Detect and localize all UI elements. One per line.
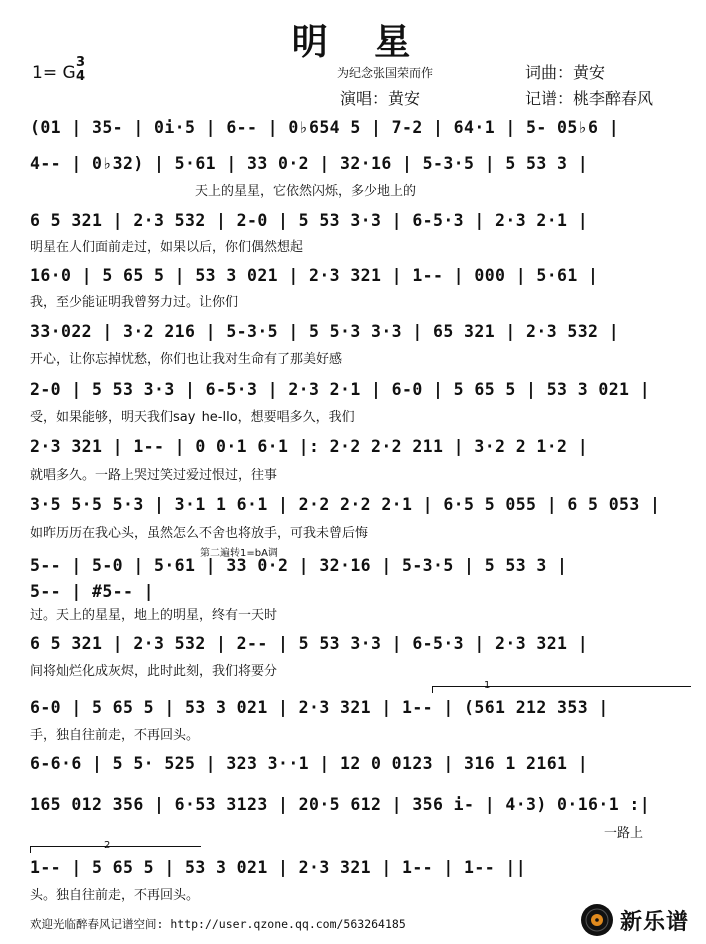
music-disc-icon (580, 903, 614, 937)
lyrics-line-4: 我，至少能证明我曾努力过。让你们 (30, 295, 239, 310)
notation-line-9b: 5-- | #5-- | (30, 582, 155, 601)
footer-url: 欢迎光临醉春风记谱空间: http://user.qzone.qq.com/563264185 (30, 917, 406, 931)
notation-line-12: 6-6·6 | 5 5· 525 | 323 3··1 | 12 0 0123 | 316 1 2161 | (30, 754, 589, 773)
notation-line-3: 6 5 321 | 2·3 532 | 2-0 | 5 53 3·3 | 6-5·3 | 2·3 2·1 | (30, 211, 589, 230)
logo-text: 新乐谱 (620, 909, 690, 935)
singer: 演唱：黄安 (340, 89, 421, 108)
site-logo (580, 902, 692, 938)
lyrics-line-7: 就唱多久。一路上哭过笑过爱过恨过，往事 (30, 468, 278, 483)
notation-line-9: 5-- | 5-0 | 5·61 | 33 0·2 | 32·16 | 5-3·5 | 5 53 3 | (30, 556, 568, 575)
notation-line-10: 6 5 321 | 2·3 532 | 2-- | 5 53 3·3 | 6-5·3 | 2·3 321 | (30, 634, 589, 653)
dedication: 为纪念张国荣而作 (337, 66, 434, 80)
meter-top: 3 (76, 55, 86, 70)
notation-line-13: 165 012 356 | 6·53 3123 | 20·5 612 | 356 i- | 4·3) 0·16·1 :| (30, 795, 651, 814)
time-signature (76, 56, 85, 84)
volta-bracket-2 (30, 846, 201, 853)
notation-line-7: 2·3 321 | 1-- | 0 0·1 6·1 |: 2·2 2·2 211 | 3·2 2 1·2 | (30, 437, 589, 456)
lyrics-line-3: 明星在人们面前走过，如果以后，你们偶然想起 (30, 240, 304, 255)
volta-2-label: 2 (104, 840, 111, 851)
lyrics-line-11: 手，独自往前走，不再回头。 (30, 728, 200, 743)
notation-line-11: 6-0 | 5 65 5 | 53 3 021 | 2·3 321 | 1-- | (561 212 353 | (30, 698, 609, 717)
notation-line-2: 4-- | 0♭32) | 5·61 | 33 0·2 | 32·16 | 5-3·5 | 5 53 3 | (30, 154, 589, 173)
lyrics-line-2: 天上的星星，它依然闪烁，多少地上的 (195, 184, 417, 199)
lyrics-line-10: 间将灿烂化成灰烬，此时此刻，我们将要分 (30, 664, 278, 679)
lyrics-line-6: 受，如果能够，明天我们say he-llo，想要唱多久，我们 (30, 410, 355, 425)
notation-line-1: (01 | 35- | 0i·5 | 6-- | 0♭654 5 | 7-2 | 64·1 | 5- 05♭6 | (30, 118, 620, 137)
key-signature: 1= G (32, 63, 76, 83)
notation-line-4: 16·0 | 5 65 5 | 53 3 021 | 2·3 321 | 1-- | 000 | 5·61 | (30, 266, 599, 285)
volta-bracket-1 (432, 686, 691, 693)
composer: 词曲：黄安 (525, 63, 606, 82)
notation-line-14: 1-- | 5 65 5 | 53 3 021 | 2·3 321 | 1-- | 1-- || (30, 858, 527, 877)
lyrics-line-9: 过。天上的星星，地上的明星，终有一天时 (30, 608, 278, 623)
notation-line-5: 33·022 | 3·2 216 | 5-3·5 | 5 5·3 3·3 | 65 321 | 2·3 532 | (30, 322, 620, 341)
lyrics-line-8: 如昨历历在我心头，虽然怎么不舍也将放手，可我未曾后悔 (30, 526, 369, 541)
song-title: 明 星 (291, 21, 415, 63)
modulation-note: 第二遍转1=bA调 (200, 548, 278, 559)
lyrics-line-14: 头。独自往前走，不再回头。 (30, 888, 200, 903)
notation-line-6: 2-0 | 5 53 3·3 | 6-5·3 | 2·3 2·1 | 6-0 | 5 65 5 | 53 3 021 | (30, 380, 651, 399)
lyrics-line-5: 开心，让你忘掉忧愁，你们也让我对生命有了那美好感 (30, 352, 343, 367)
meter-bottom: 4 (76, 69, 86, 84)
transcriber: 记谱：桃李醉春风 (525, 89, 654, 108)
notation-line-8: 3·5 5·5 5·3 | 3·1 1 6·1 | 2·2 2·2 2·1 | 6·5 5 055 | 6 5 053 | (30, 495, 661, 514)
volta-1-label: 1 (484, 680, 491, 691)
lyrics-line-13: 一路上 (604, 826, 644, 841)
